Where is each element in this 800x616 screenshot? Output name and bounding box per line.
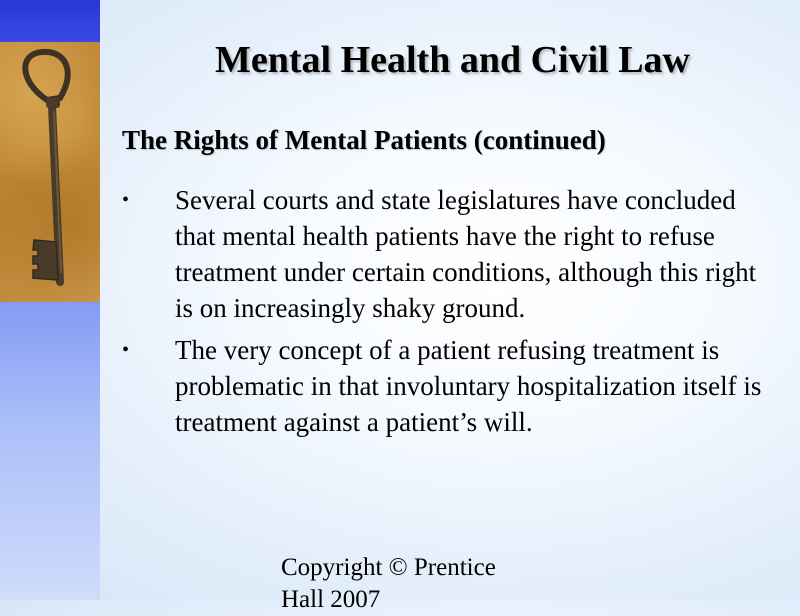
bullet-marker: • [122,189,130,211]
copyright-footer: Copyright © Prentice Hall 2007 [281,554,496,613]
bullet-list [122,182,772,446]
bullet-item [122,332,772,440]
bullet-marker: • [122,339,130,361]
slide-title: Mental Health and Civil Law [214,39,691,81]
slide-subtitle: The Rights of Mental Patients (continued) [122,125,606,155]
bullet-text: Several courts and state legislatures have concluded that mental health patients have the right to refuse treatment under certain conditions, although this right is on increasingly shaky ground. [175,185,757,323]
bullet-text: The very concept of a patient refusing treatment is problematic in that involuntary hospitalization itself is treatment against a patient’s will. [175,335,762,437]
key-icon [0,42,100,302]
key-photo [0,42,100,302]
bullet-item [122,182,772,326]
